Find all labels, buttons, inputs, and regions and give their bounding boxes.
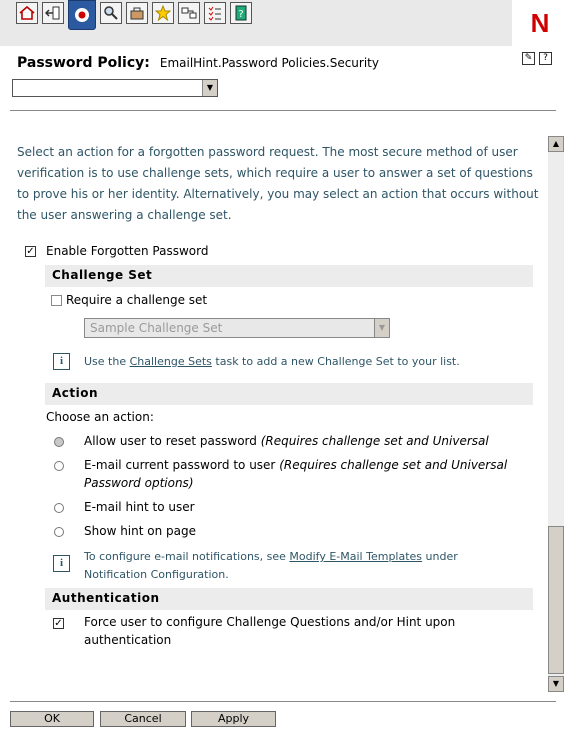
option-note: (Requires challenge set and Universal (279, 458, 508, 472)
home-icon[interactable] (16, 2, 38, 24)
challenge-sets-link[interactable]: Challenge Sets (129, 355, 212, 368)
scroll-down-icon[interactable]: ▼ (548, 676, 564, 692)
favorites-icon[interactable] (152, 2, 174, 24)
chevron-down-icon[interactable]: ▼ (374, 319, 389, 337)
option-email-password-note2: Password options) (84, 476, 194, 490)
novell-logo: N (512, 0, 568, 46)
search-icon[interactable] (100, 2, 122, 24)
edit-icon[interactable]: ✎ (522, 52, 535, 65)
description-text: Select an action for a forgotten password request. The most secure method of user verification is to use challenge sets, which require a user to answer a set of questions to prove his or her identity. Alternatively, you may select an action that occurs without the user answering a challenge set. (17, 145, 539, 222)
cancel-button[interactable]: Cancel (100, 711, 186, 727)
policy-section-select[interactable] (12, 79, 218, 97)
chevron-down-icon[interactable]: ▼ (202, 80, 217, 96)
user-icon[interactable] (178, 2, 200, 24)
modify-email-templates-link[interactable]: Modify E-Mail Templates (289, 550, 423, 563)
divider (10, 701, 556, 702)
title-label: Password Policy: (17, 55, 150, 71)
divider (10, 110, 556, 111)
force-configure-label-line1: Force user to configure Challenge Questions and/or Hint upon (84, 615, 456, 629)
policy-name: EmailHint.Password Policies.Security (159, 56, 379, 70)
authentication-header (45, 588, 533, 610)
require-challenge-set-label: Require a challenge set (66, 293, 208, 307)
info-text-end: task to add a new Challenge Set to your list. (211, 355, 460, 368)
authentication-title: Authentication (52, 591, 160, 605)
option-email-password (84, 458, 507, 472)
tasks-icon[interactable] (204, 2, 226, 24)
challenge-set-value: Sample Challenge Set (90, 321, 223, 335)
toolbar (0, 0, 568, 46)
info-text-end: under (422, 550, 458, 563)
force-configure-label-line2: authentication (84, 633, 172, 647)
vertical-scrollbar[interactable] (548, 136, 564, 692)
info-icon: i (53, 555, 70, 572)
page-title (17, 55, 379, 73)
enable-forgotten-password-checkbox[interactable]: ✓ (26, 246, 35, 257)
challenge-set-select[interactable] (84, 318, 390, 338)
scroll-thumb[interactable] (548, 526, 564, 674)
help-icon[interactable]: ? (539, 52, 552, 65)
enable-forgotten-password-label: Enable Forgotten Password (46, 244, 209, 258)
header-icons (522, 52, 552, 65)
info-text-line2: Notification Configuration. (84, 568, 229, 581)
content-area (0, 112, 548, 692)
option-label: Allow user to reset password (84, 434, 261, 448)
radio-email-hint[interactable] (54, 503, 64, 513)
apply-button[interactable]: Apply (191, 711, 276, 727)
challenge-set-header (45, 265, 533, 287)
option-allow-reset (84, 434, 489, 448)
option-email-hint: E-mail hint to user (84, 500, 195, 514)
option-note: (Requires challenge set and Universal (260, 434, 489, 448)
directory-icon[interactable] (68, 0, 96, 30)
svg-text:?: ? (238, 9, 244, 20)
action-title: Action (52, 386, 99, 400)
info-text-start: Use the (84, 355, 130, 368)
require-challenge-set-checkbox[interactable] (51, 295, 62, 306)
roles-icon[interactable] (126, 2, 148, 24)
option-show-hint: Show hint on page (84, 524, 196, 538)
radio-show-hint[interactable] (54, 527, 64, 537)
radio-allow-reset[interactable] (54, 437, 64, 447)
help-icon[interactable] (230, 2, 252, 24)
challenge-set-title: Challenge Set (52, 268, 153, 282)
notification-info-text (84, 548, 458, 584)
force-configure-checkbox[interactable]: ✓ (54, 618, 63, 629)
info-text-start: To configure e-mail notifications, see (84, 550, 290, 563)
info-icon: i (53, 353, 70, 370)
option-label: E-mail current password to user (84, 458, 280, 472)
exit-icon[interactable] (42, 2, 64, 24)
ok-button[interactable]: OK (10, 711, 94, 727)
challenge-info-text (84, 353, 460, 371)
toolbar-icons (16, 0, 256, 28)
action-header (45, 383, 533, 405)
choose-action-label: Choose an action: (46, 410, 154, 424)
scroll-up-icon[interactable]: ▲ (548, 136, 564, 152)
radio-email-password[interactable] (54, 461, 64, 471)
